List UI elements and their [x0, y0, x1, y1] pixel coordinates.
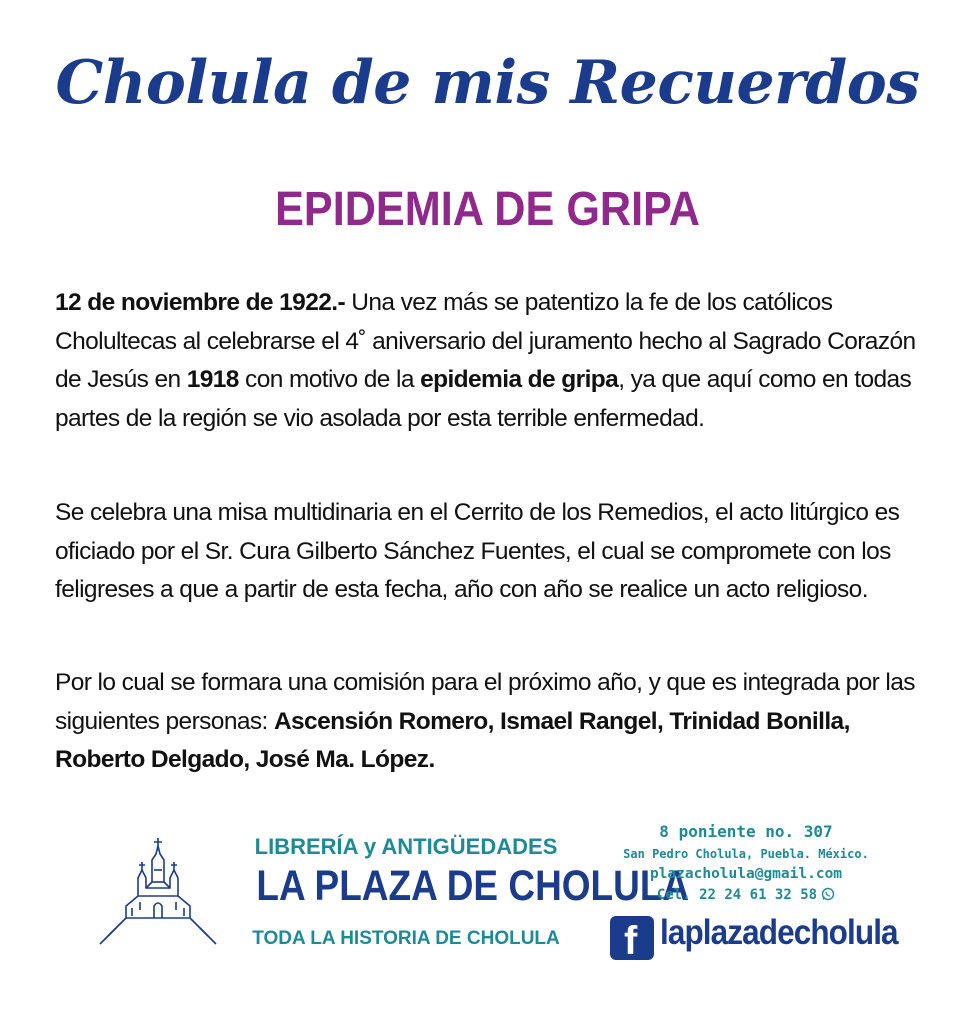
shop-tagline-and: y — [357, 834, 382, 859]
contact-email[interactable]: plazacholula@gmail.com — [649, 866, 843, 882]
paragraph-2: Se celebra una misa multidinaria en el Cerrito de los Remedios, el acto litúrgico es oficiado por el Sr. Cura Gilberto Sánchez Fuentes, el cual se compromete con los feligreses a que a partir de esta fecha, año con año se realice un acto religioso. — [55, 499, 900, 603]
whatsapp-icon — [821, 887, 835, 901]
shop-tagline — [232, 834, 580, 860]
paragraph-1-text-a: Una vez más se patentizo la fe de los católicos Cholultecas al celebrarse el 4˚ aniversario del juramento hecho al Sagrado Corazón de Jesús en — [55, 289, 916, 393]
facebook-icon[interactable]: f — [610, 916, 654, 960]
paragraph-1 — [55, 284, 935, 438]
paragraph-1-text-c: , ya que aquí como en todas partes de la región se vio asolada por esta terrible enfermedad. — [55, 366, 912, 432]
contact-phone — [606, 887, 886, 903]
paragraph-3-text: Por lo cual se formara una comisión para el próximo año, y que es integrada por las siguientes personas: — [55, 669, 915, 735]
paragraph-1-text-b: con motivo de la — [238, 366, 421, 393]
epidemic-highlight: epidemia de gripa — [420, 366, 619, 393]
contact-address: 8 poniente no. 307 — [659, 822, 833, 841]
article-title: EPIDEMIA DE GRIPA — [275, 183, 700, 236]
shop-slogan: TODA LA HISTORIA DE CHOLULA — [252, 928, 560, 949]
shop-tagline-books: LIBRERÍA — [254, 834, 358, 859]
contact-city: San Pedro Cholula, Puebla. México. — [623, 847, 869, 861]
year-highlight: 1918 — [186, 366, 239, 393]
shop-name: LA PLAZA DE CHOLULA — [256, 862, 690, 910]
committee-names: Ascensión Romero, Ismael Rangel, Trinidad Bonilla, Roberto Delgado, José Ma. López. — [55, 707, 850, 773]
contact-phone-text: Cel. 22 24 61 32 58 — [656, 887, 818, 903]
shop-tagline-antiques: ANTIGÜEDADES — [381, 834, 558, 859]
church-logo-icon — [96, 826, 220, 952]
facebook-handle[interactable]: laplazadecholula — [660, 913, 898, 952]
article-date: 12 de noviembre de 1922.- — [55, 289, 346, 316]
paragraph-3 — [55, 664, 935, 780]
series-title: Cholula de mis Recuerdos — [55, 48, 920, 118]
